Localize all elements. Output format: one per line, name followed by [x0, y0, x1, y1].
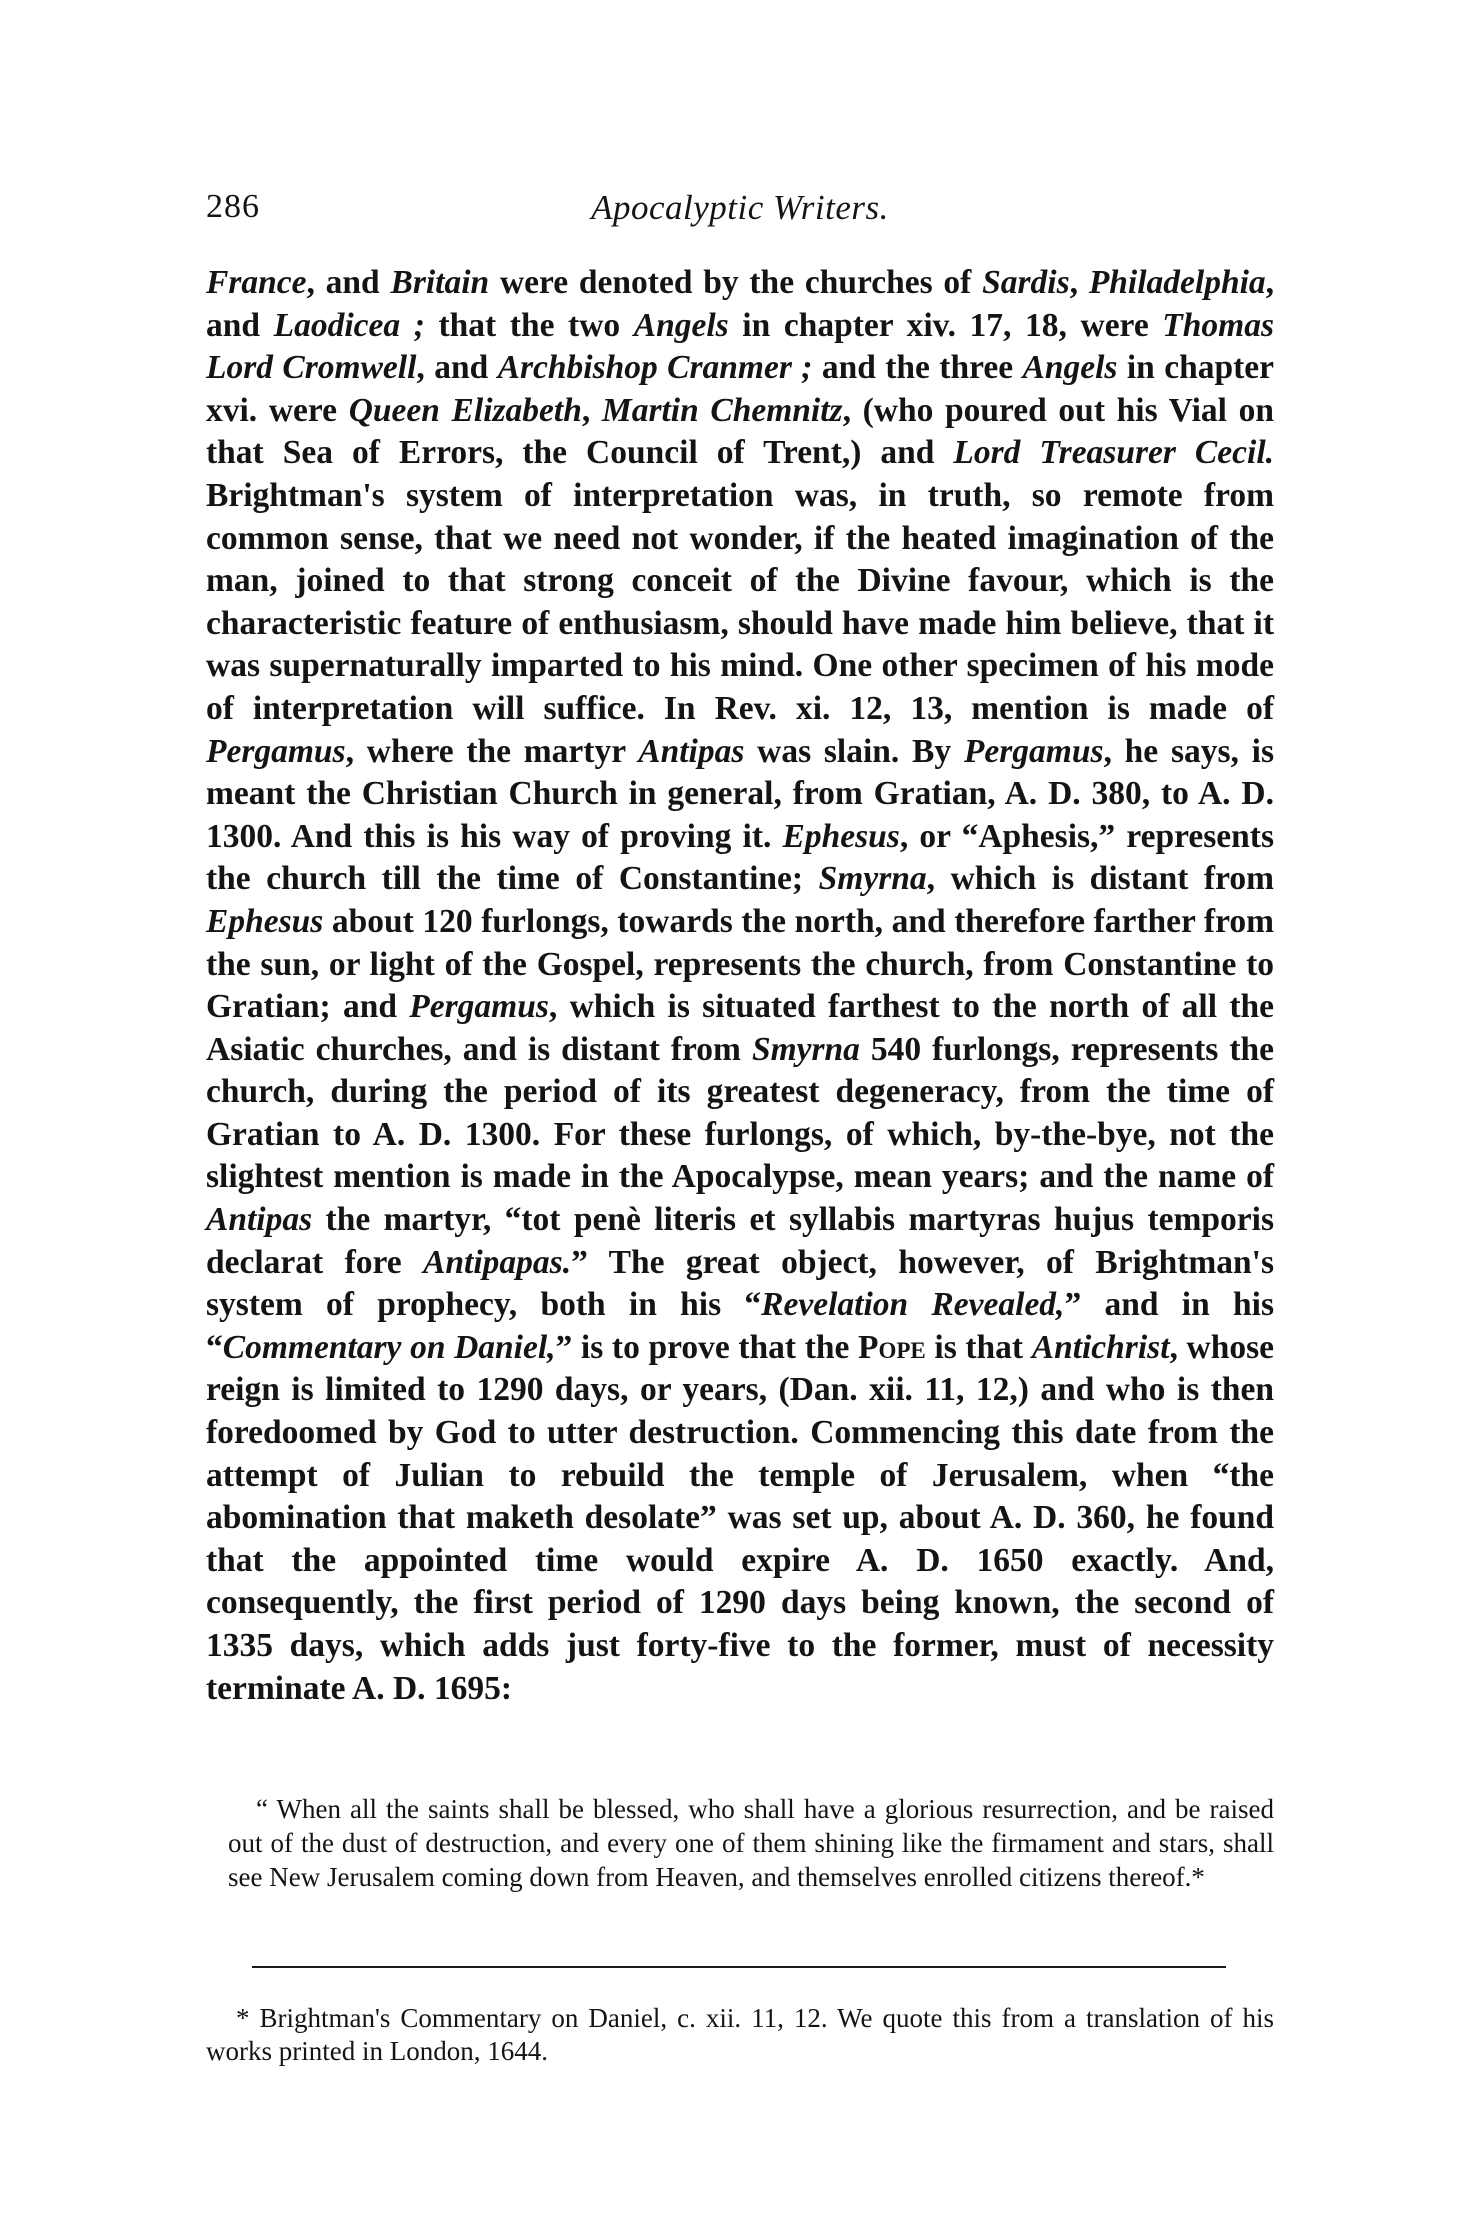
text-run: ,: [1069, 264, 1089, 301]
text-run: Angels: [1022, 349, 1118, 387]
text-run: in chapter xvi. were: [206, 349, 1274, 429]
text-run: that the two: [424, 306, 634, 344]
text-run: Philadelphia: [1088, 264, 1266, 301]
text-run: Sardis: [982, 264, 1070, 301]
text-run: , where the martyr: [345, 732, 639, 770]
text-run: Martin Chemnitz: [601, 391, 843, 429]
text-run: Antipapas.: [423, 1243, 572, 1281]
text-run: the martyr, “tot penè literis et syllabis martyras hujus temporis declarat fore: [206, 1201, 1274, 1281]
text-run: Pergamus: [963, 732, 1104, 770]
text-run: Pope: [858, 1328, 926, 1366]
text-run: , whose reign is limited to 1290 days, or years, (Dan. xii. 11, 12,) and who is then foredoomed by God to utter destruction. Commencing this date from the attempt of Julian to rebuild the temple of Jerusalem, when “the abomination that maketh desolate” was set up, about A. D. 360, he found that the appointed time would expire A. D. 1650 exactly. And, consequently, the first period of 1290 days being known, the second of 1335 days, which adds just forty-five to the former, must of necessity terminate A. D. 1695:: [206, 1328, 1274, 1707]
text-run: , which is distant from: [926, 860, 1274, 898]
text-run: , he says, is meant the Christian Church in general, from Gratian, A. D. 380, to A. D. 1300. And this is his way of proving it.: [206, 732, 1274, 855]
text-run: , and: [306, 264, 391, 301]
block-quote: “ When all the saints shall be blessed, who shall have a glorious resurrection, and be raised out of the dust of destruction, and every one of them shining like the firmament and stars, shall see New Jerusalem coming down from Heaven, and themselves enrolled citizens thereof.*: [228, 1794, 1274, 1892]
running-head: Apocalyptic Writers.: [591, 188, 889, 227]
text-run: Revelation Revealed,: [761, 1286, 1065, 1324]
text-run: ,: [581, 391, 602, 429]
text-run: Queen Elizabeth: [348, 391, 582, 429]
text-run: about 120 furlongs, towards the north, and therefore farther from the sun, or light of the Gospel, represents the church, from Constantine to Gratian; and: [206, 902, 1274, 1026]
text-run: Britain: [390, 264, 490, 301]
text-run: Smyrna: [751, 1030, 860, 1068]
text-run: Brightman's system of interpretation was, in truth, so remote from common sense, that we need not wonder, if the heated imagination of the man, joined to that strong conceit of the Divine favour, which is the characteristic feature of enthusiasm, should have made him believe, that it was supernaturally imparted to his mind. One other specimen of his mode of interpretation will suffice. In Rev. xi. 12, 13, mention is made of: [206, 476, 1274, 727]
text-run: Commentary on Daniel,: [222, 1328, 556, 1366]
text-run: ” and in his “: [206, 1286, 1274, 1366]
book-page: [206, 0, 1274, 2224]
text-run: and the three: [812, 349, 1023, 387]
text-run: is that: [925, 1328, 1032, 1366]
main-paragraph: [206, 262, 1274, 1710]
text-run: , and: [206, 264, 1275, 344]
text-run: Angels: [633, 306, 729, 344]
text-run: Lord Treasurer Cecil.: [953, 434, 1274, 472]
footnote: * Brightman's Commentary on Daniel, c. xii. 11, 12. We quote this from a translation of his works printed in London, 1644.: [206, 2003, 1274, 2066]
text-run: , (who poured out his Vial on that Sea of Errors, the Council of Trent,) and: [206, 391, 1275, 472]
text-run: Pergamus: [409, 988, 549, 1026]
text-run: Pergamus: [206, 732, 346, 770]
text-run: in chapter xiv. 17, 18, were: [728, 306, 1163, 344]
text-run: ” is to prove that the: [555, 1328, 858, 1366]
text-run: Thomas Lord Cromwell: [206, 306, 1274, 387]
text-run: Archbishop Cranmer ;: [497, 349, 813, 387]
text-run: Ephesus: [782, 817, 900, 855]
text-run: Ephesus: [206, 902, 324, 940]
text-run: Antipas: [638, 732, 745, 770]
text-run: were denoted by the churches of: [489, 264, 983, 301]
page-header: [206, 188, 1274, 238]
page-number: 286: [206, 188, 260, 225]
text-run: ” The great object, however, of Brightman's system of prophecy, both in his “: [206, 1243, 1274, 1324]
text-run: Smyrna: [818, 860, 927, 898]
text-run: France: [206, 264, 307, 301]
text-run: Antipas: [206, 1201, 313, 1239]
text-run: 540 furlongs, represents the church, during the period of its greatest degeneracy, from the time of Gratian to A. D. 1300. For these furlongs, of which, by-the-bye, not the slightest mention is made in the Apocalypse, mean years; and the name of: [206, 1030, 1274, 1196]
footnote-rule: [252, 1966, 1226, 1968]
text-run: Antichrist: [1031, 1328, 1170, 1366]
text-run: was slain. By: [744, 732, 964, 770]
text-run: Laodicea ;: [273, 306, 425, 344]
text-run: , and: [416, 349, 498, 387]
text-run: , which is situated farthest to the north of all the Asiatic churches, and is distant from: [206, 988, 1274, 1068]
text-run: , or “Aphesis,” represents the church till the time of Constantine;: [206, 817, 1274, 898]
